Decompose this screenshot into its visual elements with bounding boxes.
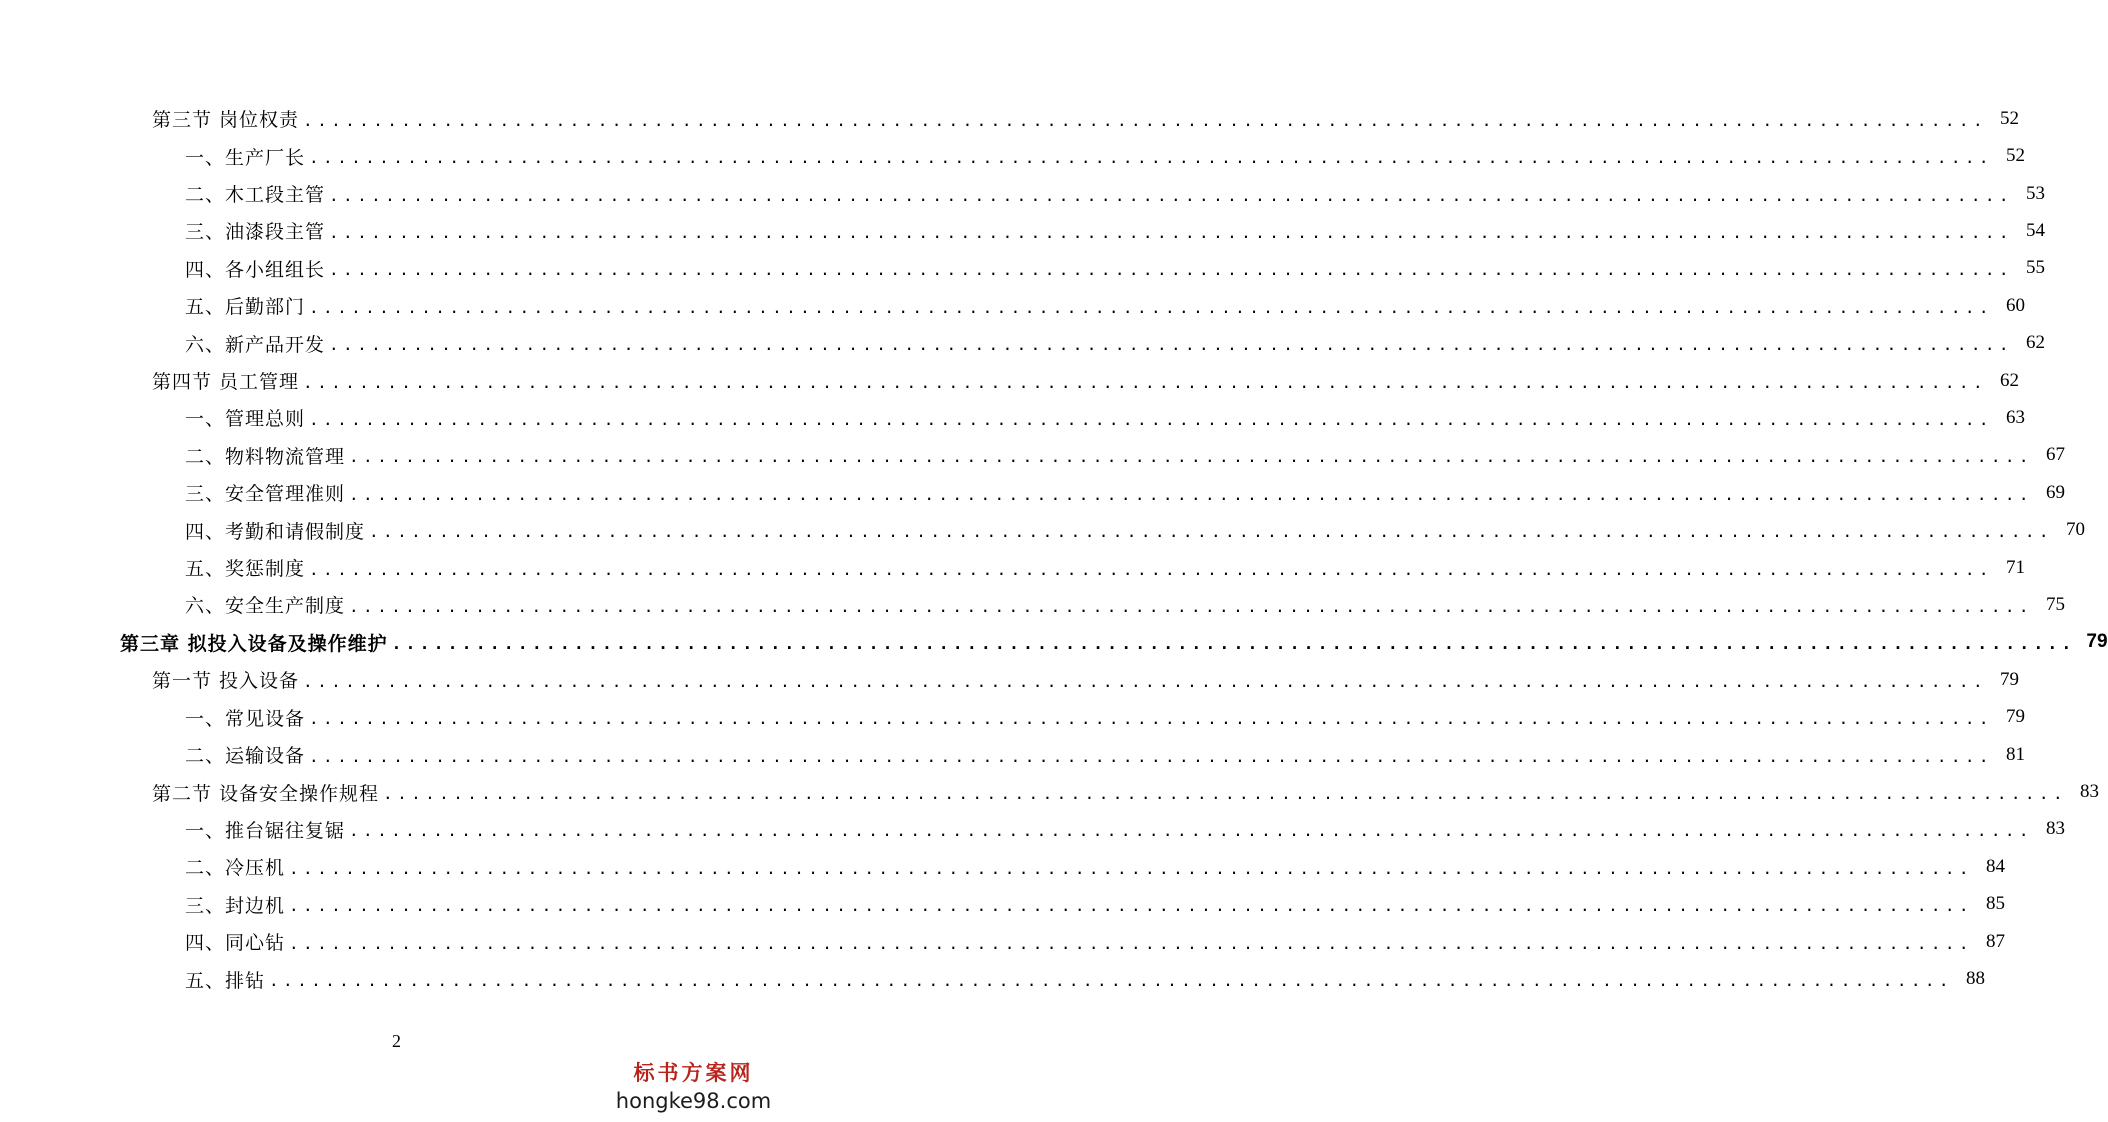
- toc-subsection-entry[interactable]: [0, 137, 2025, 174]
- toc-subsection-entry[interactable]: [0, 886, 2005, 923]
- page-number: 2: [392, 1031, 401, 1051]
- toc-entry-title: 六、新产品开发: [185, 333, 326, 356]
- toc-subsection-entry[interactable]: [0, 586, 2065, 623]
- toc-page-number: 79: [2005, 706, 2025, 728]
- toc-dot-leader: ........................................................................................................................: [289, 858, 1973, 878]
- toc-subsection-entry[interactable]: [0, 175, 2045, 212]
- toc-page-number: 83: [2045, 818, 2065, 840]
- toc-dot-leader: ........................................................................................................................: [329, 260, 2013, 280]
- toc-dot-leader: ........................................................................................................................: [303, 372, 1987, 392]
- toc-dot-leader: ........................................................................................................................: [309, 297, 1993, 317]
- toc-page-number: 53: [2025, 182, 2045, 204]
- toc-page-number: 52: [1999, 107, 2019, 129]
- watermark-brand: 标书方案网: [633, 1060, 754, 1085]
- toc-page-number: 60: [2005, 294, 2025, 316]
- toc-entry-title: 三、油漆段主管: [185, 221, 326, 244]
- toc-dot-leader: ........................................................................................................................: [329, 335, 2013, 355]
- toc-subsection-entry[interactable]: [0, 848, 2005, 885]
- toc-dot-leader: ........................................................................................................................: [383, 784, 2067, 804]
- toc-page-number: 70: [2065, 519, 2085, 541]
- toc-section-entry[interactable]: [0, 362, 2019, 399]
- toc-subsection-entry[interactable]: [0, 736, 2025, 773]
- toc-subsection-entry[interactable]: [0, 250, 2045, 287]
- toc-dot-leader: ........................................................................................................................: [349, 596, 2033, 616]
- toc-dot-leader: ........................................................................................................................: [309, 148, 1993, 168]
- toc-entry-title: 二、冷压机: [185, 857, 286, 880]
- toc-dot-leader: ........................................................................................................................: [269, 971, 1953, 991]
- toc-page-number: 55: [2025, 257, 2045, 279]
- toc-entry-title: 一、管理总则: [185, 408, 306, 431]
- toc-subsection-entry[interactable]: [0, 549, 2025, 586]
- toc-dot-leader: ........................................................................................................................: [369, 522, 2053, 542]
- toc-page-number: 63: [2005, 406, 2025, 428]
- table-of-contents: [0, 100, 2108, 998]
- toc-entry-title: 二、木工段主管: [185, 184, 326, 207]
- toc-entry-title: 一、常见设备: [185, 707, 306, 730]
- toc-dot-leader: ........................................................................................................................: [309, 409, 1993, 429]
- toc-entry-title: 第二节 设备安全操作规程: [152, 782, 380, 805]
- toc-dot-leader: ........................................................................................................................: [289, 896, 1973, 916]
- toc-subsection-entry[interactable]: [0, 474, 2065, 511]
- toc-subsection-entry[interactable]: [0, 287, 2025, 324]
- toc-entry-title: 六、安全生产制度: [185, 595, 346, 618]
- toc-dot-leader: ........................................................................................................................: [349, 821, 2033, 841]
- toc-dot-leader: ........................................................................................................................: [349, 484, 2033, 504]
- toc-entry-title: 三、封边机: [185, 894, 286, 917]
- toc-entry-title: 第四节 员工管理: [152, 371, 300, 394]
- toc-subsection-entry[interactable]: [0, 437, 2065, 474]
- toc-page-number: 87: [1985, 930, 2005, 952]
- toc-dot-leader: ........................................................................................................................: [349, 447, 2033, 467]
- toc-entry-title: 四、考勤和请假制度: [185, 520, 366, 543]
- toc-entry-title: 一、生产厂长: [185, 146, 306, 169]
- toc-dot-leader: ........................................................................................................................: [303, 110, 1987, 130]
- watermark-url: hongke98.com: [615, 1089, 772, 1113]
- toc-dot-leader: ........................................................................................................................: [309, 559, 1993, 579]
- toc-section-entry[interactable]: [0, 773, 2099, 810]
- toc-page-number: 79: [1999, 668, 2019, 690]
- toc-entry-title: 一、推台锯往复锯: [185, 819, 346, 842]
- toc-page-number: 69: [2045, 481, 2065, 503]
- toc-page-number: 67: [2045, 444, 2065, 466]
- toc-subsection-entry[interactable]: [0, 324, 2045, 361]
- toc-page-number: 71: [2005, 556, 2025, 578]
- toc-dot-leader: ........................................................................................................................: [309, 709, 1993, 729]
- toc-page-number: 54: [2025, 219, 2045, 241]
- toc-chapter-entry[interactable]: [0, 624, 2108, 661]
- watermark-logo: [606, 1058, 781, 1114]
- toc-entry-title: 二、物料物流管理: [185, 445, 346, 468]
- toc-entry-title: 第一节 投入设备: [152, 670, 300, 693]
- toc-entry-title: 二、运输设备: [185, 745, 306, 768]
- toc-subsection-entry[interactable]: [0, 399, 2025, 436]
- toc-entry-title: 五、后勤部门: [185, 296, 306, 319]
- toc-page-number: 79: [2086, 631, 2108, 653]
- toc-entry-title: 四、各小组组长: [185, 258, 326, 281]
- toc-page-number: 88: [1965, 968, 1985, 990]
- toc-page-number: 75: [2045, 593, 2065, 615]
- toc-subsection-entry[interactable]: [0, 960, 1985, 997]
- toc-subsection-entry[interactable]: [0, 511, 2085, 548]
- toc-dot-leader: ........................................................................................................................: [329, 222, 2013, 242]
- toc-entry-title: 五、排钻: [185, 969, 266, 992]
- toc-subsection-entry[interactable]: [0, 923, 2005, 960]
- toc-entry-title: 四、同心钻: [185, 932, 286, 955]
- toc-dot-leader: ........................................................................................................................: [329, 185, 2013, 205]
- toc-dot-leader: ........................................................................................................................: [303, 671, 1987, 691]
- toc-page-number: 85: [1985, 893, 2005, 915]
- toc-entry-title: 三、安全管理准则: [185, 483, 346, 506]
- toc-subsection-entry[interactable]: [0, 811, 2065, 848]
- toc-section-entry[interactable]: [0, 661, 2019, 698]
- toc-dot-leader: ........................................................................................................................: [289, 933, 1973, 953]
- toc-page-number: 52: [2005, 145, 2025, 167]
- toc-page-number: 62: [1999, 369, 2019, 391]
- toc-entry-title: 五、奖惩制度: [185, 558, 306, 581]
- toc-subsection-entry[interactable]: [0, 212, 2045, 249]
- toc-page-number: 83: [2079, 781, 2099, 803]
- toc-page-number: 84: [1985, 855, 2005, 877]
- toc-dot-leader: ........................................................................................................................: [309, 746, 1993, 766]
- toc-subsection-entry[interactable]: [0, 699, 2025, 736]
- toc-entry-title: 第三节 岗位权责: [152, 109, 300, 132]
- toc-dot-leader: ........................................................................................................................: [391, 634, 2076, 654]
- toc-page-number: 62: [2025, 332, 2045, 354]
- toc-section-entry[interactable]: [0, 100, 2019, 137]
- toc-entry-title: 第三章 拟投入设备及操作维护: [120, 632, 388, 655]
- toc-page-number: 81: [2005, 743, 2025, 765]
